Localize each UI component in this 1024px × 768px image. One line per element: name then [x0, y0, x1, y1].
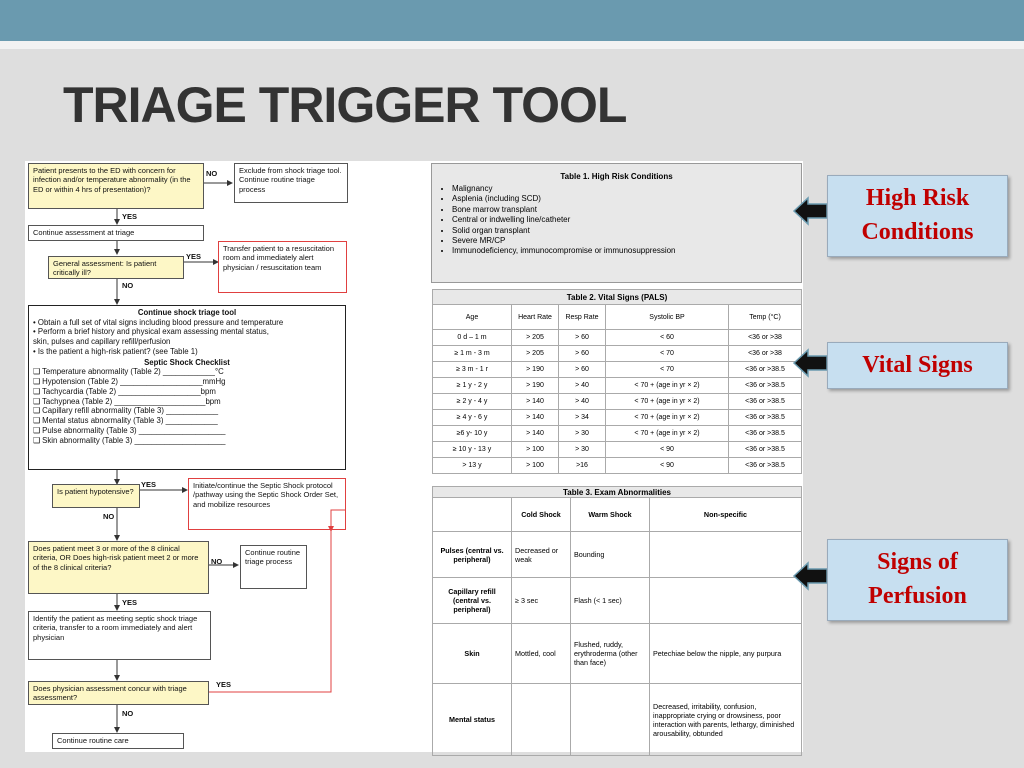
table-cell: <36 or >38: [729, 330, 802, 346]
callout-perfusion: Signs of Perfusion: [827, 539, 1008, 621]
table-header: [433, 498, 512, 532]
table-row: [433, 394, 802, 410]
table-row: [433, 684, 802, 756]
flow-label-no: NO: [206, 169, 218, 178]
table1-title: Table 1. High Risk Conditions: [560, 172, 673, 181]
table-cell: > 140: [512, 410, 559, 426]
table-cell: > 40: [559, 394, 606, 410]
flow-label-yes: YES: [216, 680, 232, 689]
table-cell: > 30: [559, 426, 606, 442]
flow-label-no: NO: [103, 512, 115, 521]
table-header: Age: [433, 305, 512, 330]
flow-label-no: NO: [211, 557, 223, 566]
table-cell: > 100: [512, 458, 559, 474]
checklist-item: ❑ Tachypnea (Table 2) _____________________bpm: [33, 396, 221, 406]
table-cell: ≥ 3 sec: [512, 578, 571, 624]
list-item: • Immunodeficiency, immunocompromise or immunosuppression: [452, 246, 795, 256]
table-cell: < 70 + (age in yr × 2): [606, 410, 729, 426]
table-cell: > 205: [512, 346, 559, 362]
flow-box-physician-concur: Does physician assessment concur with triage assessment?: [28, 681, 209, 705]
checklist-title: Septic Shock Checklist: [144, 357, 230, 367]
table-cell: Bounding: [571, 532, 650, 578]
list-item: • Central or indwelling line/catheter: [452, 215, 795, 225]
flow-box-continue-assessment: Continue assessment at triage: [28, 225, 204, 241]
table-cell: < 70: [606, 346, 729, 362]
flow-box-clinical-criteria: Does patient meet 3 or more of the 8 clinical criteria, OR Does high-risk patient meet 2 or more of the 8 clinical criteria?: [28, 541, 209, 594]
table-cell: [571, 684, 650, 756]
table-cell: > 190: [512, 378, 559, 394]
shock-tool-item: • Perform a brief history and physical exam assessing mental status,: [33, 327, 269, 337]
table-row: [433, 330, 802, 346]
list-item: • Asplenia (including SCD): [452, 194, 795, 204]
flow-box-critically-ill: General assessment: Is patient critically ill?: [48, 256, 184, 279]
table-cell: ≥ 3 m - 1 r: [433, 362, 512, 378]
table-cell: > 60: [559, 346, 606, 362]
table-cell: [650, 532, 802, 578]
checklist-item: ❑ Capillary refill abnormality (Table 3) ____________: [33, 406, 219, 416]
flow-box-identify-patient: Identify the patient as meeting septic shock triage criteria, transfer to a room immediately and alert physician: [28, 611, 211, 660]
table-cell: > 13 y: [433, 458, 512, 474]
table-cell: Mottled, cool: [512, 624, 571, 684]
table-cell: <36 or >38: [729, 346, 802, 362]
table-row: [433, 362, 802, 378]
checklist-item: ❑ Hypotension (Table 2) ___________________mmHg: [33, 377, 226, 387]
list-item: • Malignancy: [452, 184, 795, 194]
checklist-item: ❑ Mental status abnormality (Table 3) ____________: [33, 416, 218, 426]
table-cell: Flushed, ruddy, erythroderma (other than face): [571, 624, 650, 684]
table-cell: <36 or >38.5: [729, 394, 802, 410]
arrow-left-icon: [792, 560, 830, 592]
flow-label-yes: YES: [141, 480, 157, 489]
table-cell: Petechiae below the nipple, any purpura: [650, 624, 802, 684]
table-cell: [512, 684, 571, 756]
table-cell: [650, 578, 802, 624]
flow-label-yes: YES: [186, 252, 202, 261]
arrow-left-icon: [792, 195, 830, 227]
table-cell: < 90: [606, 442, 729, 458]
table-header: Resp Rate: [559, 305, 606, 330]
callout-high-risk: High Risk Conditions: [827, 175, 1008, 257]
table-cell: < 70: [606, 362, 729, 378]
table-row: [433, 578, 802, 624]
list-item: • Severe MR/CP: [452, 236, 795, 246]
table-cell: > 140: [512, 426, 559, 442]
table-cell: < 70 + (age in yr × 2): [606, 426, 729, 442]
flow-box-septic-protocol: Initiate/continue the Septic Shock protocol /pathway using the Septic Shock Order Set, and mobilize resources: [188, 478, 346, 530]
table-cell: <36 or >38.5: [729, 458, 802, 474]
table-row-header: Capillary refill (central vs. peripheral): [433, 578, 512, 624]
list-item: • Solid organ transplant: [452, 226, 795, 236]
checklist-item: ❑ Skin abnormality (Table 3) _____________________: [33, 435, 226, 445]
flow-box-routine-care: Continue routine care: [52, 733, 184, 749]
table-row-header: Mental status: [433, 684, 512, 756]
flow-label-yes: YES: [122, 598, 138, 607]
table-header: Warm Shock: [571, 498, 650, 532]
table-cell: < 60: [606, 330, 729, 346]
table-cell: <36 or >38.5: [729, 378, 802, 394]
table-header: Non-specific: [650, 498, 802, 532]
table-row: [433, 410, 802, 426]
table-row-header: Skin: [433, 624, 512, 684]
flow-box-exclude: Exclude from shock triage tool. Continue routine triage process: [234, 163, 348, 203]
table-cell: > 100: [512, 442, 559, 458]
list-item: • Bone marrow transplant: [452, 205, 795, 215]
table-cell: 0 d – 1 m: [433, 330, 512, 346]
table-cell: ≥ 1 y - 2 y: [433, 378, 512, 394]
flow-box-resuscitation: Transfer patient to a resuscitation room and immediately alert physician / resuscitation team: [218, 241, 347, 293]
slide-title: TRIAGE TRIGGER TOOL: [63, 77, 627, 133]
flow-label-yes: YES: [122, 212, 138, 221]
table-row: [433, 532, 802, 578]
table-row: [433, 378, 802, 394]
table-cell: > 60: [559, 330, 606, 346]
table-cell: > 205: [512, 330, 559, 346]
table-row: [433, 442, 802, 458]
flow-label-no: NO: [122, 281, 134, 290]
high-risk-list: [438, 184, 795, 257]
table-row: [433, 624, 802, 684]
checklist-item: ❑ Temperature abnormality (Table 2) ____________°C: [33, 367, 224, 377]
table-cell: > 60: [559, 362, 606, 378]
table-cell: > 190: [512, 362, 559, 378]
table-cell: <36 or >38.5: [729, 362, 802, 378]
flow-box-hypotensive: Is patient hypotensive?: [52, 484, 140, 508]
table3-title: Table 3. Exam Abnormalities: [433, 487, 802, 498]
arrow-left-icon: [792, 347, 830, 379]
table-cell: > 34: [559, 410, 606, 426]
table-cell: > 30: [559, 442, 606, 458]
table-cell: ≥ 1 m - 3 m: [433, 346, 512, 362]
table-row: [433, 458, 802, 474]
table-cell: ≥ 10 y - 13 y: [433, 442, 512, 458]
checklist-item: ❑ Tachycardia (Table 2) ___________________bpm: [33, 386, 216, 396]
table-cell: ≥ 2 y - 4 y: [433, 394, 512, 410]
table-cell: >16: [559, 458, 606, 474]
table-cell: ≥6 y- 10 y: [433, 426, 512, 442]
table-cell: Decreased or weak: [512, 532, 571, 578]
table-row: [433, 426, 802, 442]
flow-label-no: NO: [122, 709, 134, 718]
table-row: [433, 346, 802, 362]
shock-tool-item: • Is the patient a high-risk patient? (see Table 1): [33, 346, 198, 356]
table-cell: ≥ 4 y - 6 y: [433, 410, 512, 426]
shock-tool-title: Continue shock triage tool: [137, 308, 237, 317]
shock-tool-item: skin, pulses and capillary refill/perfusion: [33, 337, 171, 347]
table-cell: < 70 + (age in yr × 2): [606, 394, 729, 410]
callout-vital-signs: Vital Signs: [827, 342, 1008, 389]
table-row-header: Pulses (central vs. peripheral): [433, 532, 512, 578]
table-cell: <36 or >38.5: [729, 426, 802, 442]
table-header: Systolic BP: [606, 305, 729, 330]
flow-box-shock-triage-tool: [28, 305, 346, 470]
shock-tool-item: • Obtain a full set of vital signs including blood pressure and temperature: [33, 317, 284, 327]
table-cell: <36 or >38.5: [729, 410, 802, 426]
table-cell: Flash (< 1 sec): [571, 578, 650, 624]
table-header: Temp (°C): [729, 305, 802, 330]
checklist-item: ❑ Pulse abnormality (Table 3) ____________________: [33, 425, 226, 435]
table-header: Heart Rate: [512, 305, 559, 330]
table2-title: Table 2. Vital Signs (PALS): [433, 290, 802, 305]
table-vital-signs: [432, 289, 802, 474]
table-header: Cold Shock: [512, 498, 571, 532]
table-high-risk: [431, 163, 802, 283]
flow-box-presents: Patient presents to the ED with concern for infection and/or temperature abnormality (in the ED or within 4 hrs of presentation)?: [28, 163, 204, 209]
table-cell: > 140: [512, 394, 559, 410]
table-cell: < 70 + (age in yr × 2): [606, 378, 729, 394]
table-cell: <36 or >38.5: [729, 442, 802, 458]
table-exam-abnormalities: [432, 486, 802, 756]
table-cell: < 90: [606, 458, 729, 474]
table-cell: > 40: [559, 378, 606, 394]
flow-box-routine-triage: Continue routine triage process: [240, 545, 307, 589]
table-cell: Decreased, irritability, confusion, inappropriate crying or drowsiness, poor interaction with parents, lethargy, diminished arousability, obtunded: [650, 684, 802, 756]
